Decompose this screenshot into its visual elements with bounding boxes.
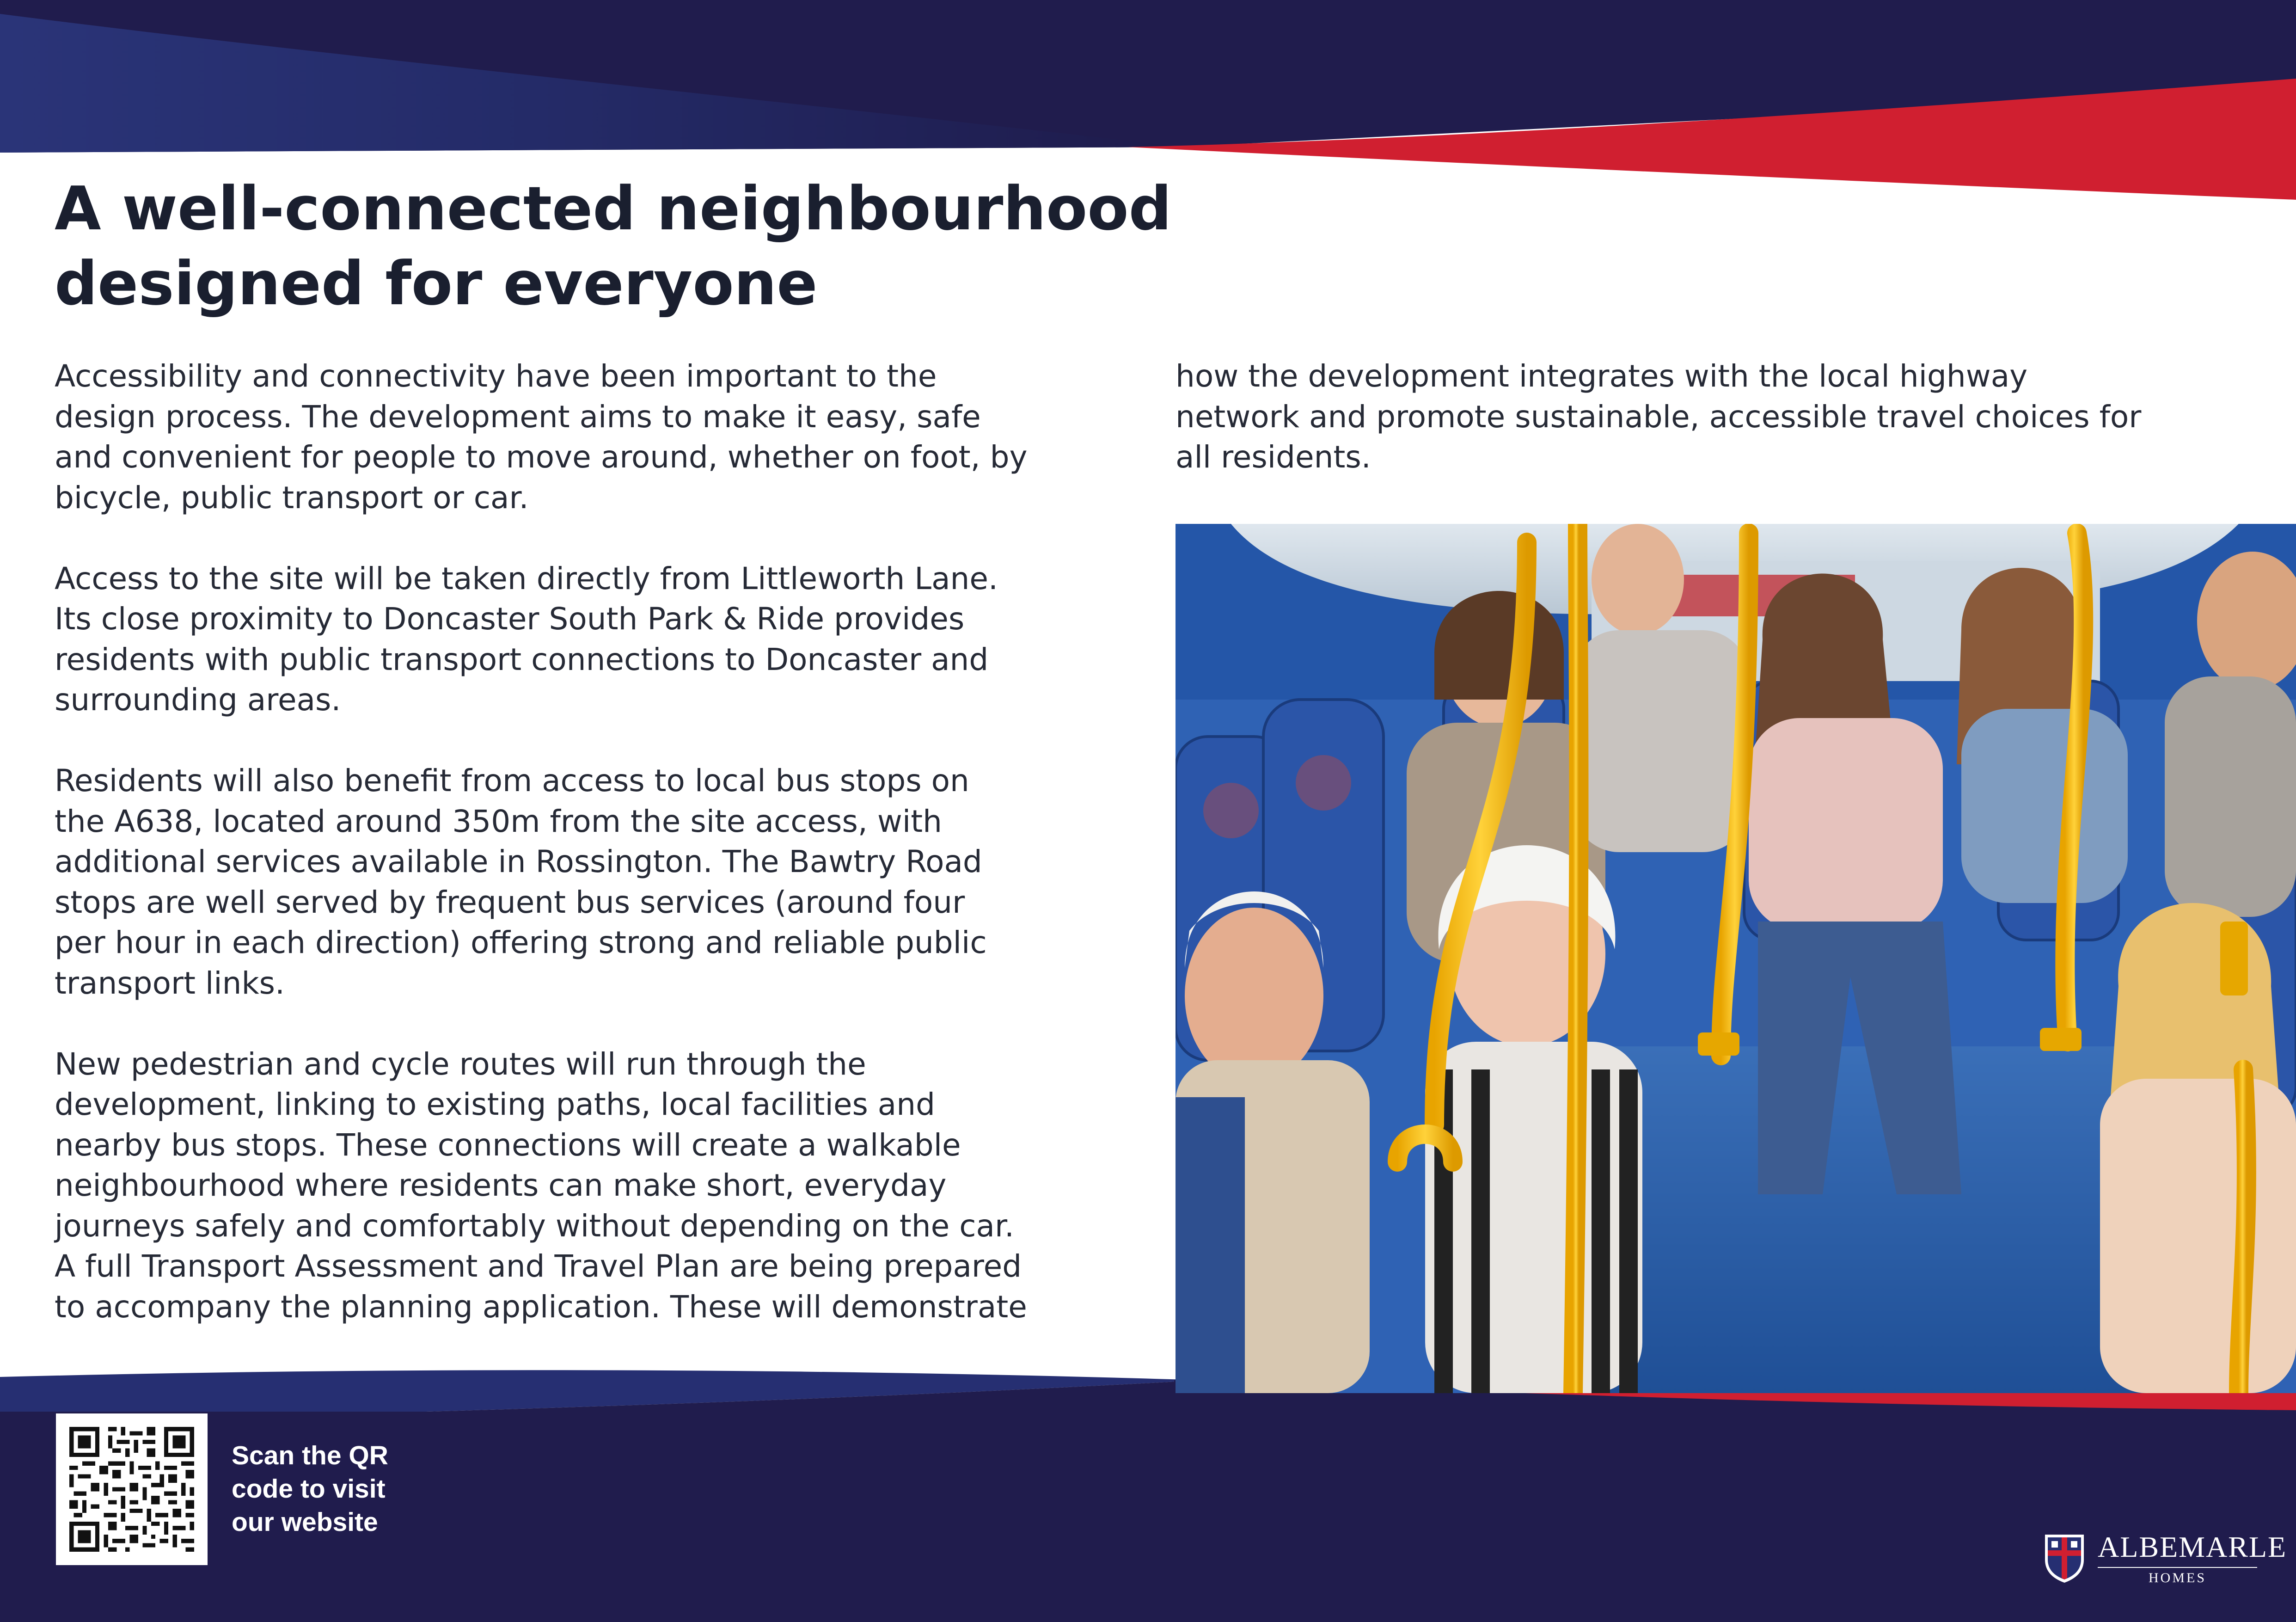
- title-line: A well-connected neighbourhood: [55, 173, 1172, 244]
- text-line: stops are well served by frequent bus services (around four: [55, 884, 965, 920]
- qr-caption-line: Scan the QR: [232, 1441, 388, 1470]
- text-line: development, linking to existing paths, local facilities and: [55, 1087, 935, 1122]
- qr-code-frame[interactable]: [56, 1413, 208, 1565]
- albemarle-homes-logo: [2042, 1528, 2287, 1588]
- paragraph-routes: [55, 1044, 1155, 1327]
- text-line: transport links.: [55, 965, 285, 1001]
- text-line: all residents.: [1176, 439, 1371, 475]
- text-line: the A638, located around 350m from the site access, with: [55, 803, 942, 839]
- text-line: journeys safely and comfortably without depending on the car.: [55, 1208, 1015, 1244]
- text-line: residents with public transport connections to Doncaster and: [55, 641, 989, 677]
- text-line: New pedestrian and cycle routes will run through the: [55, 1046, 866, 1082]
- text-line: per hour in each direction) offering strong and reliable public: [55, 925, 987, 960]
- text-line: additional services available in Rossington. The Bawtry Road: [55, 844, 982, 879]
- text-line: Access to the site will be taken directly from Littleworth Lane.: [55, 560, 998, 596]
- paragraph-bus-stops: [55, 761, 1155, 1003]
- paragraph-accessibility: [55, 356, 1155, 518]
- text-line: to accompany the planning application. These will demonstrate: [55, 1289, 1027, 1325]
- body-text-right-column: [1176, 356, 2276, 478]
- brand-tagline: HOMES: [2148, 1570, 2206, 1585]
- text-line: network and promote sustainable, accessible travel choices for: [1176, 399, 2142, 435]
- brand-name: ALBEMARLE: [2098, 1530, 2287, 1563]
- paragraph-site-access: [55, 559, 1155, 720]
- page-title: [55, 171, 1172, 321]
- text-line: Residents will also benefit from access to local bus stops on: [55, 763, 969, 799]
- text-line: A full Transport Assessment and Travel Plan are being prepared: [55, 1248, 1022, 1284]
- text-line: neighbourhood where residents can make short, everyday: [55, 1167, 947, 1203]
- text-line: design process. The development aims to make it easy, safe: [55, 399, 981, 435]
- qr-caption-line: our website: [232, 1507, 378, 1537]
- text-line: and convenient for people to move around, whether on foot, by: [55, 439, 1028, 475]
- text-line: nearby bus stops. These connections will create a walkable: [55, 1127, 961, 1163]
- text-line: bicycle, public transport or car.: [55, 479, 529, 516]
- paragraph-continuation: [1176, 356, 2276, 478]
- text-line: how the development integrates with the local highway: [1176, 358, 2028, 394]
- text-line: Its close proximity to Doncaster South Park & Ride provides: [55, 601, 965, 637]
- title-line: designed for everyone: [55, 248, 818, 319]
- qr-code-icon[interactable]: [69, 1427, 194, 1552]
- brand-divider: [2098, 1567, 2257, 1568]
- qr-caption-line: code to visit: [232, 1474, 386, 1504]
- qr-caption: [232, 1439, 453, 1539]
- body-text-left-column: [55, 356, 1155, 1327]
- passengers-on-bus-photo: [1176, 524, 2296, 1393]
- crest-shield-icon: [2042, 1532, 2087, 1584]
- text-line: surrounding areas.: [55, 682, 341, 718]
- text-line: Accessibility and connectivity have been important to the: [55, 358, 937, 394]
